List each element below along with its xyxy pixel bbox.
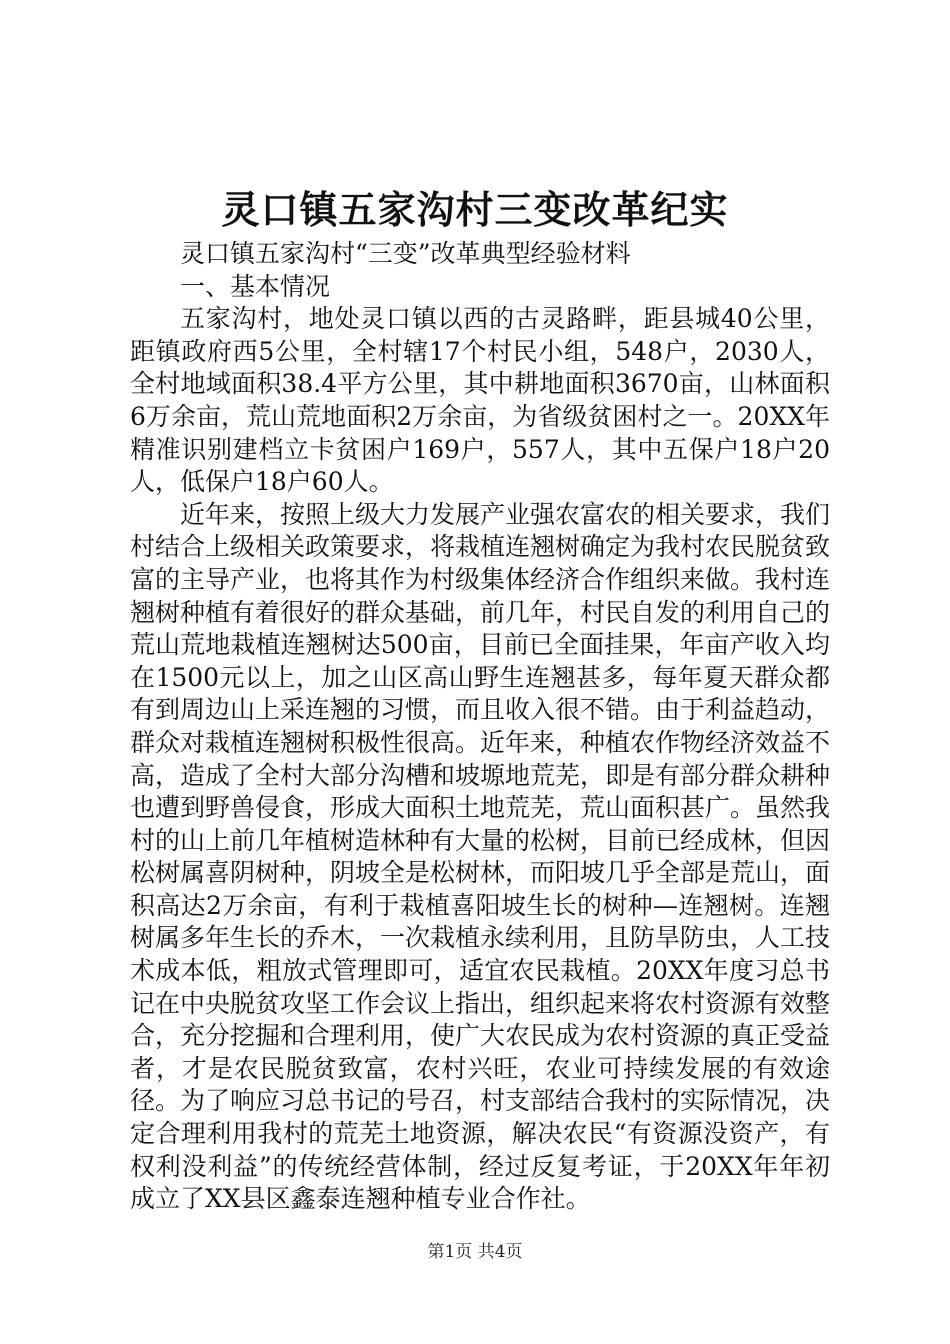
body-paragraph: 五家沟村，地处灵口镇以西的古灵路畔，距县城40公里，距镇政府西5公里，全村辖17个村民小组，548户，2030人，全村地域面积38.4平方公里，其中耕地面积3670亩，山林面积6万余亩，荒山荒地面积2万余亩，为省级贫困村之一。20XX年精准识别建档立卡贫困户169户，557人，其中五保户18户20人，低保户18户60人。 xyxy=(130,304,830,497)
subtitle-paragraph: 灵口镇五家沟村“三变”改革典型经验材料 xyxy=(180,239,631,268)
document-title: 灵口镇五家沟村三变改革纪实 xyxy=(221,187,729,232)
body-paragraph: 近年来，按照上级大力发展产业强农富农的相关要求，我们村结合上级相关政策要求，将栽植连翘树确定为我村农民脱贫致富的主导产业，也将其作为村级集体经济合作组织来做。我村连翘树种植有着很好的群众基础，前几年，村民自发的利用自己的荒山荒地栽植连翘树达500亩，目前已全面挂果，年亩产收入均在1500元以上，加之山区高山野生连翘甚多，每年夏天群众都有到周边山上采连翘的习惯，而且收入很不错。由于利益趋动，群众对栽植连翘树积极性很高。近年来，种植农作物经济效益不高，造成了全村大部分沟槽和坡塬地荒芜，即是有部分群众耕种也遭到野兽侵食，形成大面积土地荒芜，荒山面积甚广。虽然我村的山上前几年植树造林种有大量的松树，目前已经成林，但因松树属喜阴树种，阴坡全是松树林，而阳坡几乎全部是荒山，面积高达2万余亩，有利于栽植喜阳坡生长的树种—连翘树。连翘树属多年生长的乔木，一次栽植永续利用，且防旱防虫，人工技术成本低，粗放式管理即可，适宜农民栽植。20XX年度习总书记在中央脱贫攻坚工作会议上指出，组织起来将农村资源有效整合，充分挖掘和合理利用，使广大农民成为农村资源的真正受益者，才是农民脱贫致富，农村兴旺，农业可持续发展的有效途径。为了响应习总书记的号召，村支部结合我村的实际情况，决定合理利用我村的荒芜土地资源，解决农民“有资源没资产，有权利没利益”的传统经营体制，经过反复考证，于20XX年年初成立了XX县区鑫泰连翘种植专业合作社。 xyxy=(130,499,831,1214)
document-body xyxy=(130,238,830,1216)
page-footer: 第1页 共4页 xyxy=(427,1242,523,1262)
section-heading: 一、基本情况 xyxy=(180,271,331,301)
